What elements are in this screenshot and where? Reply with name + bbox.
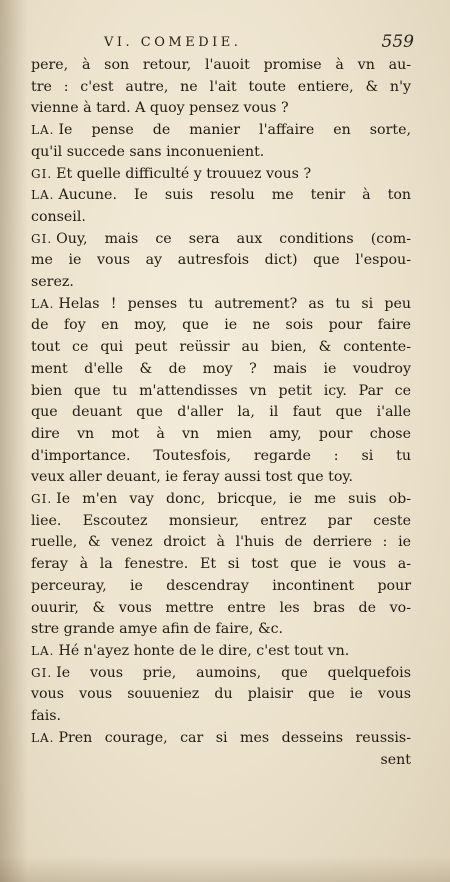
text-line (31, 250, 411, 272)
text-line (31, 684, 411, 706)
line-text: Ouy, mais ce sera aux conditions (com- (56, 230, 411, 247)
dialogue-text (31, 55, 411, 771)
text-line (31, 489, 411, 511)
line-text: perceuray, ie descendray incontinent pour (31, 577, 411, 594)
line-text: tre : c'est autre, ne l'ait toute entiere, & n'y (31, 78, 411, 95)
speaker-label: LA. (31, 123, 55, 138)
line-text: d'importance. Toutesfois, regarde : si tu (31, 447, 411, 464)
line-text: Ie vous prie, aumoins, que quelquefois (56, 664, 411, 681)
line-text: vienne à tard. A quoy pensez vous ? (31, 100, 289, 117)
text-line (31, 619, 411, 641)
line-text: ruelle, & venez droict à l'huis de derriere : ie (31, 534, 411, 551)
text-line (31, 402, 411, 424)
line-text: dire vn mot à vn mien amy, pour chose (31, 425, 411, 442)
page-number: 559 (381, 32, 414, 52)
line-text: Et quelle difficulté y trouuez vous ? (56, 165, 312, 182)
text-line (31, 576, 411, 598)
line-text: fais. (31, 708, 62, 725)
text-line (31, 663, 411, 685)
text-line (31, 164, 411, 186)
line-text: de foy en moy, que ie ne sois pour faire (31, 317, 411, 334)
line-text: qu'il succede sans inconuenient. (31, 143, 265, 160)
line-text: tout ce qui peut reüssir au bien, & contente- (31, 339, 411, 356)
text-line (31, 272, 411, 294)
line-text: liee. Escoutez monsieur, entrez par ceste (31, 512, 411, 529)
line-text: bien que tu m'attendisses vn petit icy. Par ce (31, 382, 411, 399)
text-line (31, 120, 411, 142)
text-line (31, 185, 411, 207)
speaker-label: GI. (31, 492, 53, 507)
text-line (31, 706, 411, 728)
text-line (31, 641, 411, 663)
speaker-label: LA. (31, 643, 55, 658)
gutter-shadow (0, 0, 28, 882)
speaker-label: GI. (31, 231, 53, 246)
speaker-label: LA. (31, 730, 55, 745)
line-text: stre grande amye afin de faire, &c. (31, 621, 284, 638)
line-text: me ie vous ay autresfois dict) que l'espou- (31, 252, 411, 269)
text-line (31, 337, 411, 359)
text-line (31, 750, 411, 772)
line-text: Ie pense de manier l'affaire en sorte, (58, 122, 411, 139)
line-text: pere, à son retour, l'auoit promise à vn au- (31, 57, 411, 73)
line-text: Hé n'ayez honte de le dire, c'est tout vn. (58, 642, 350, 659)
line-text: conseil. (31, 208, 86, 225)
line-text: sent (380, 751, 411, 768)
text-line (31, 424, 411, 446)
text-line (31, 55, 411, 77)
line-text: Ie m'en vay donc, bricque, ie me suis ob- (56, 491, 411, 508)
page-header (104, 33, 414, 57)
text-line (31, 207, 411, 229)
text-line (31, 511, 411, 533)
line-text: Pren courage, car si mes desseins reussis- (58, 729, 411, 746)
line-text: Helas ! penses tu autrement? as tu si peu (58, 295, 411, 312)
text-line (31, 598, 411, 620)
text-line (31, 229, 411, 251)
text-line (31, 728, 411, 750)
speaker-label: LA. (31, 296, 55, 311)
speaker-label: GI. (31, 166, 53, 181)
text-line (31, 294, 411, 316)
page-bottom-shadow (0, 856, 450, 882)
text-line (31, 315, 411, 337)
line-text: vous vous souueniez du plaisir que ie vous (31, 686, 411, 703)
text-line (31, 381, 411, 403)
line-text: ouurir, & vous mettre entre les bras de vo- (31, 599, 411, 616)
running-head: VI. COMEDIE. (104, 35, 242, 50)
text-line (31, 467, 411, 489)
line-text: veux aller deuant, ie feray aussi tost que toy. (31, 469, 354, 486)
line-text: ment d'elle & de moy ? mais ie voudroy (31, 360, 411, 377)
speaker-label: GI. (31, 665, 53, 680)
line-text: Aucune. Ie suis resolu me tenir à ton (58, 187, 411, 204)
text-line (31, 446, 411, 468)
line-text: feray à la fenestre. Et si tost que ie vous a- (31, 556, 411, 573)
line-text: serez. (31, 274, 74, 291)
speaker-label: LA. (31, 188, 55, 203)
text-line (31, 142, 411, 164)
text-line (31, 77, 411, 99)
text-line (31, 359, 411, 381)
text-line (31, 554, 411, 576)
line-text: que deuant que d'aller la, il faut que i'alle (31, 404, 411, 421)
text-line (31, 532, 411, 554)
text-line (31, 98, 411, 120)
